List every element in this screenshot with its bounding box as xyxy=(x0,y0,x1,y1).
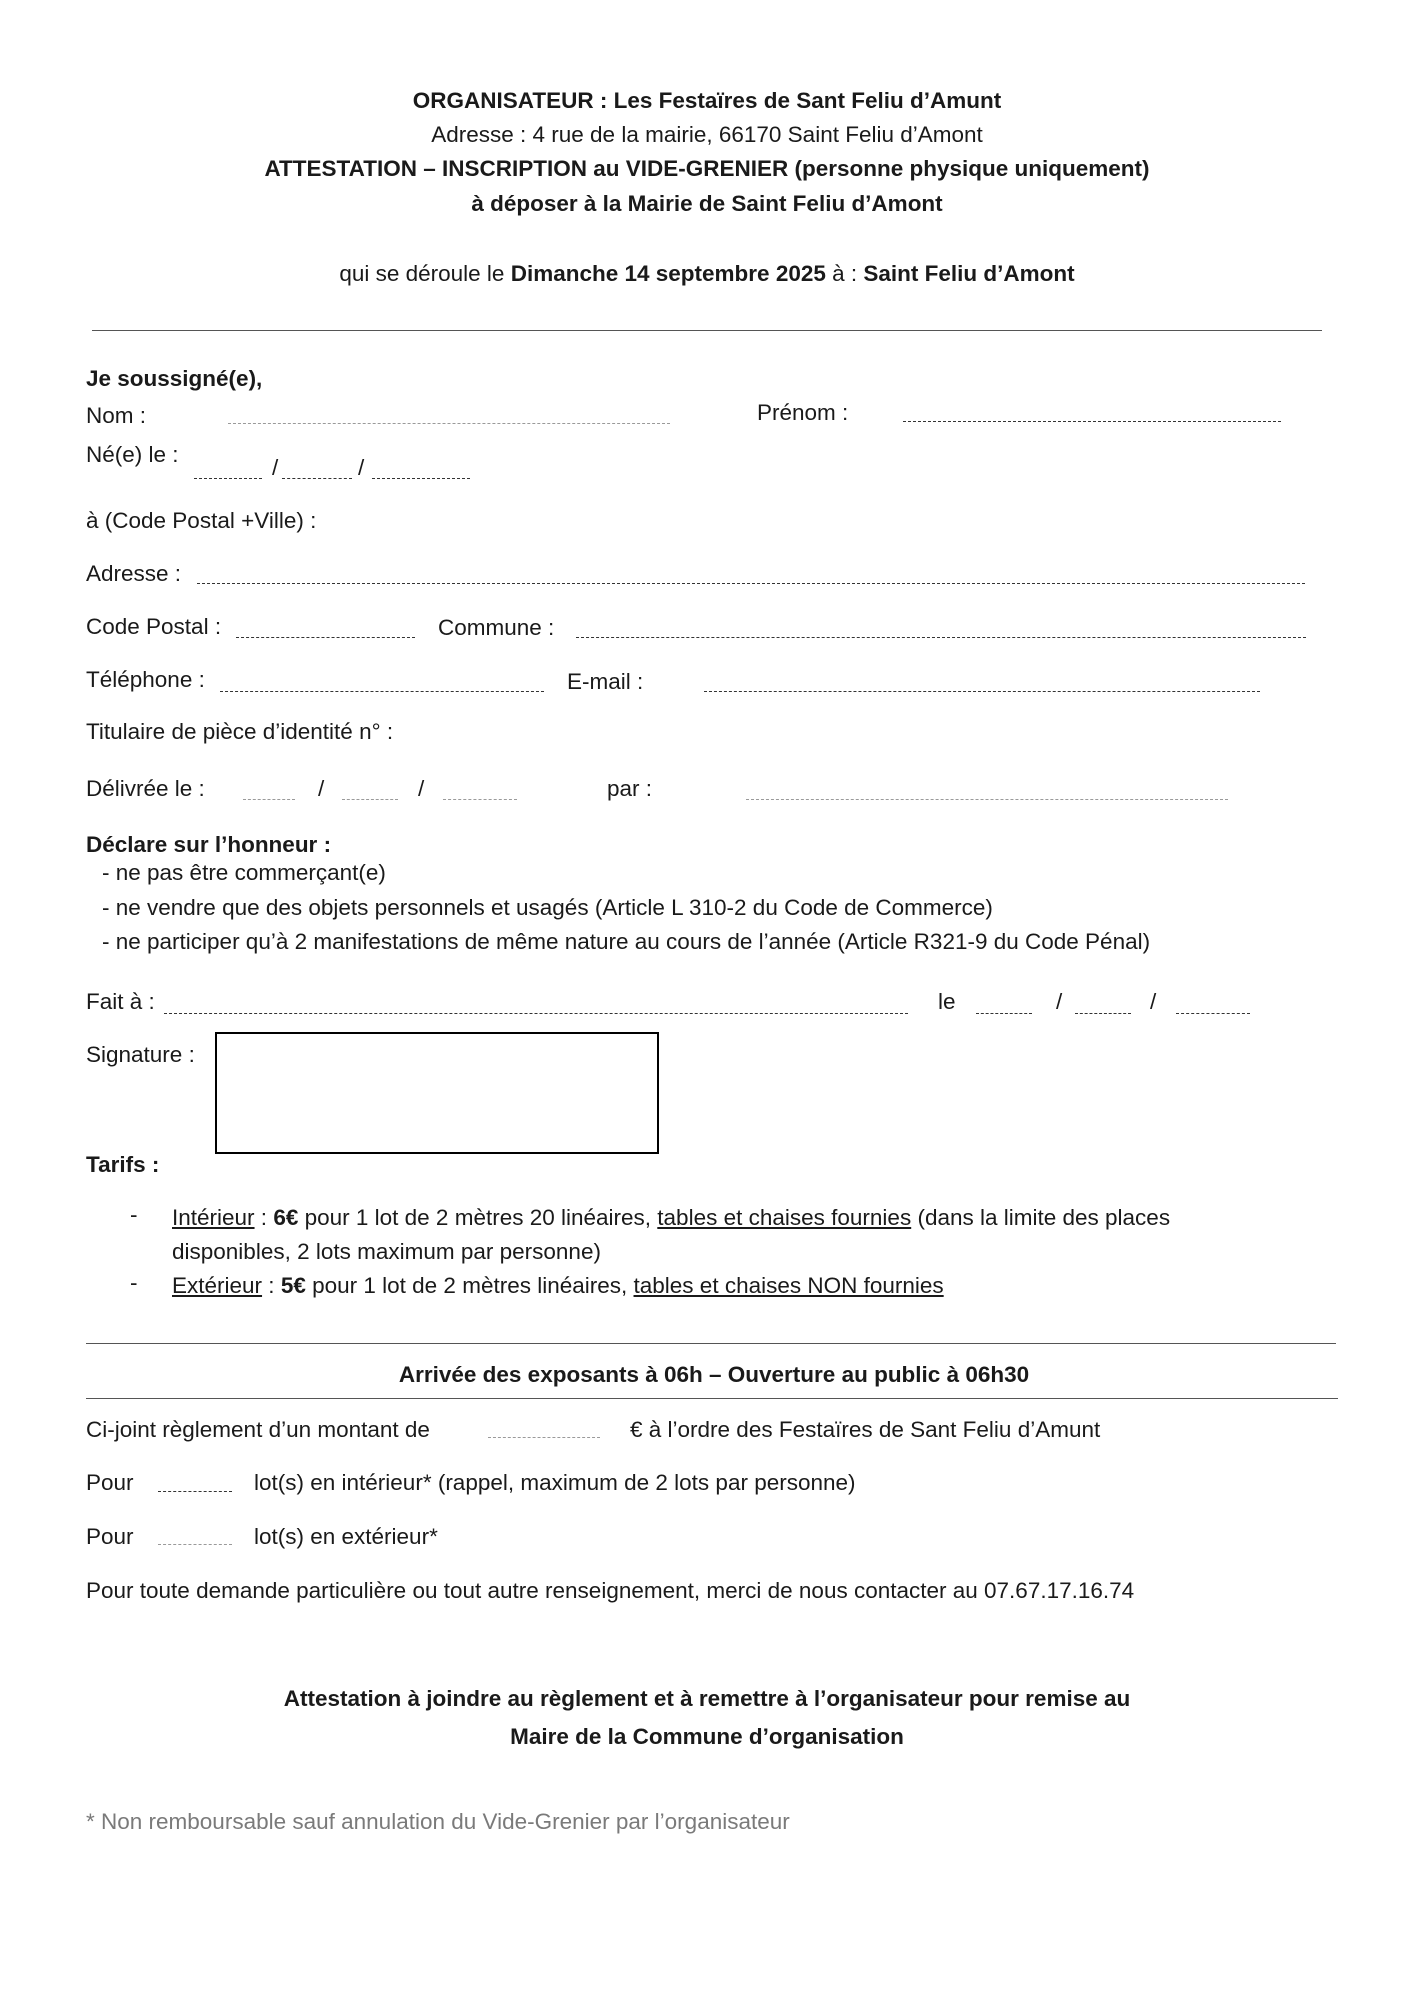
fait-label: Fait à : xyxy=(86,989,155,1014)
arrival-divider-top xyxy=(86,1343,1336,1344)
delivree-label: Délivrée le : xyxy=(86,776,205,801)
signature-label: Signature : xyxy=(86,1042,195,1067)
telephone-field[interactable] xyxy=(220,691,544,692)
email-field[interactable] xyxy=(704,691,1260,692)
tarif-interieur xyxy=(172,1205,1170,1231)
declaration-item: - ne vendre que des objets personnels et usagés (Article L 310-2 du Code de Commerce) xyxy=(102,895,993,920)
commune-field[interactable] xyxy=(576,637,1306,638)
commune-label: Commune : xyxy=(438,615,555,640)
slash: / xyxy=(418,776,425,801)
document-title: ATTESTATION – INSCRIPTION au VIDE-GRENIER (personne physique uniquement) xyxy=(264,156,1150,181)
footer-line1: Attestation à joindre au règlement et à remettre à l’organisateur pour remise au xyxy=(283,1686,1131,1711)
par-label: par : xyxy=(607,776,653,801)
declaration-title: Déclare sur l’honneur : xyxy=(86,832,332,857)
pour-label: Pour xyxy=(86,1470,134,1495)
birth-month-field[interactable] xyxy=(282,478,352,479)
interieur-line2: disponibles, 2 lots maximum par personne) xyxy=(172,1239,601,1264)
arrival-divider-bottom xyxy=(86,1398,1338,1399)
id-label: Titulaire de pièce d’identité n° : xyxy=(86,719,394,744)
separator: : xyxy=(262,1273,281,1298)
organizer-address: Adresse : 4 rue de la mairie, 66170 Saint Feliu d’Amont xyxy=(431,122,983,147)
footer-note: * Non remboursable sauf annulation du Vide-Grenier par l’organisateur xyxy=(86,1809,790,1834)
interieur-price: 6€ xyxy=(273,1205,299,1230)
separator: : xyxy=(254,1205,274,1230)
footer-line2: Maire de la Commune d’organisation xyxy=(510,1724,904,1749)
montant-field[interactable] xyxy=(488,1437,600,1438)
interieur-label: Intérieur xyxy=(172,1205,255,1230)
signature-box[interactable] xyxy=(215,1032,659,1154)
adresse-label: Adresse : xyxy=(86,561,182,586)
date-prefix: qui se déroule le xyxy=(339,261,511,286)
email-label: E-mail : xyxy=(567,669,644,694)
exterieur-underlined: tables et chaises NON fournies xyxy=(633,1273,944,1298)
slash: / xyxy=(1056,989,1063,1014)
slash: / xyxy=(272,455,279,480)
deposit-instruction: à déposer à la Mairie de Saint Feliu d’Amont xyxy=(471,191,943,216)
birthplace-label: à (Code Postal +Ville) : xyxy=(86,508,317,533)
interieur-tail: (dans la limite des places xyxy=(911,1205,1171,1230)
date-mid: à : xyxy=(825,261,864,286)
slash: / xyxy=(358,455,365,480)
interieur-text: pour 1 lot de 2 mètres 20 linéaires, xyxy=(298,1205,658,1230)
organizer-line xyxy=(0,88,1414,114)
exterieur-text: pour 1 lot de 2 mètres linéaires, xyxy=(305,1273,634,1298)
delivery-year-field[interactable] xyxy=(443,799,517,800)
slash: / xyxy=(318,776,325,801)
ne-le-label: Né(e) le : xyxy=(86,442,179,467)
form-intro: Je soussigné(e), xyxy=(86,366,263,391)
montant-label: Ci-joint règlement d’un montant de xyxy=(86,1417,430,1442)
prenom-field[interactable] xyxy=(903,421,1281,422)
fait-field[interactable] xyxy=(164,1013,908,1014)
par-field[interactable] xyxy=(746,799,1228,800)
lots-interieur-field[interactable] xyxy=(158,1491,232,1492)
tarif-exterieur xyxy=(172,1273,944,1299)
event-date: Dimanche 14 septembre 2025 xyxy=(510,261,826,286)
code-postal-field[interactable] xyxy=(236,637,415,638)
bullet: - xyxy=(130,1270,138,1295)
delivery-day-field[interactable] xyxy=(243,799,295,800)
delivery-month-field[interactable] xyxy=(342,799,398,800)
sign-month-field[interactable] xyxy=(1075,1013,1131,1014)
birth-day-field[interactable] xyxy=(194,478,262,479)
organizer-label: ORGANISATEUR : xyxy=(412,88,614,113)
organizer-name: Les Festaïres de Sant Feliu d’Amunt xyxy=(613,88,1002,113)
event-place: Saint Feliu d’Amont xyxy=(863,261,1075,286)
declaration-item: - ne participer qu’à 2 manifestations de même nature au cours de l’année (Article R321-9 du Code Pénal) xyxy=(102,929,1151,954)
slash: / xyxy=(1150,989,1157,1014)
adresse-field[interactable] xyxy=(197,583,1305,584)
exterieur-label: Extérieur xyxy=(172,1273,263,1298)
sign-year-field[interactable] xyxy=(1176,1013,1250,1014)
birth-year-field[interactable] xyxy=(372,478,470,479)
exterieur-price: 5€ xyxy=(280,1273,306,1298)
declaration-item: - ne pas être commerçant(e) xyxy=(102,860,386,885)
lots-exterieur-field[interactable] xyxy=(158,1544,232,1545)
contact-line: Pour toute demande particulière ou tout autre renseignement, merci de nous contacter au 07.67.17.16.74 xyxy=(86,1578,1135,1603)
lots-exterieur-text: lot(s) en extérieur* xyxy=(254,1524,438,1549)
arrival-times: Arrivée des exposants à 06h – Ouverture au public à 06h30 xyxy=(398,1362,1030,1387)
interieur-underlined: tables et chaises fournies xyxy=(657,1205,912,1230)
lots-interieur-text: lot(s) en intérieur* (rappel, maximum de 2 lots par personne) xyxy=(254,1470,856,1495)
nom-label: Nom : xyxy=(86,403,147,428)
nom-field[interactable] xyxy=(228,423,670,424)
tarifs-title: Tarifs : xyxy=(86,1152,160,1177)
prenom-label: Prénom : xyxy=(757,400,849,425)
header-divider xyxy=(92,330,1322,331)
le-label: le xyxy=(938,989,956,1014)
code-postal-label: Code Postal : xyxy=(86,614,222,639)
pour-label: Pour xyxy=(86,1524,134,1549)
montant-tail: € à l’ordre des Festaïres de Sant Feliu d’Amunt xyxy=(630,1417,1101,1442)
event-date-line xyxy=(0,261,1414,287)
sign-day-field[interactable] xyxy=(976,1013,1032,1014)
bullet: - xyxy=(130,1202,138,1227)
telephone-label: Téléphone : xyxy=(86,667,205,692)
